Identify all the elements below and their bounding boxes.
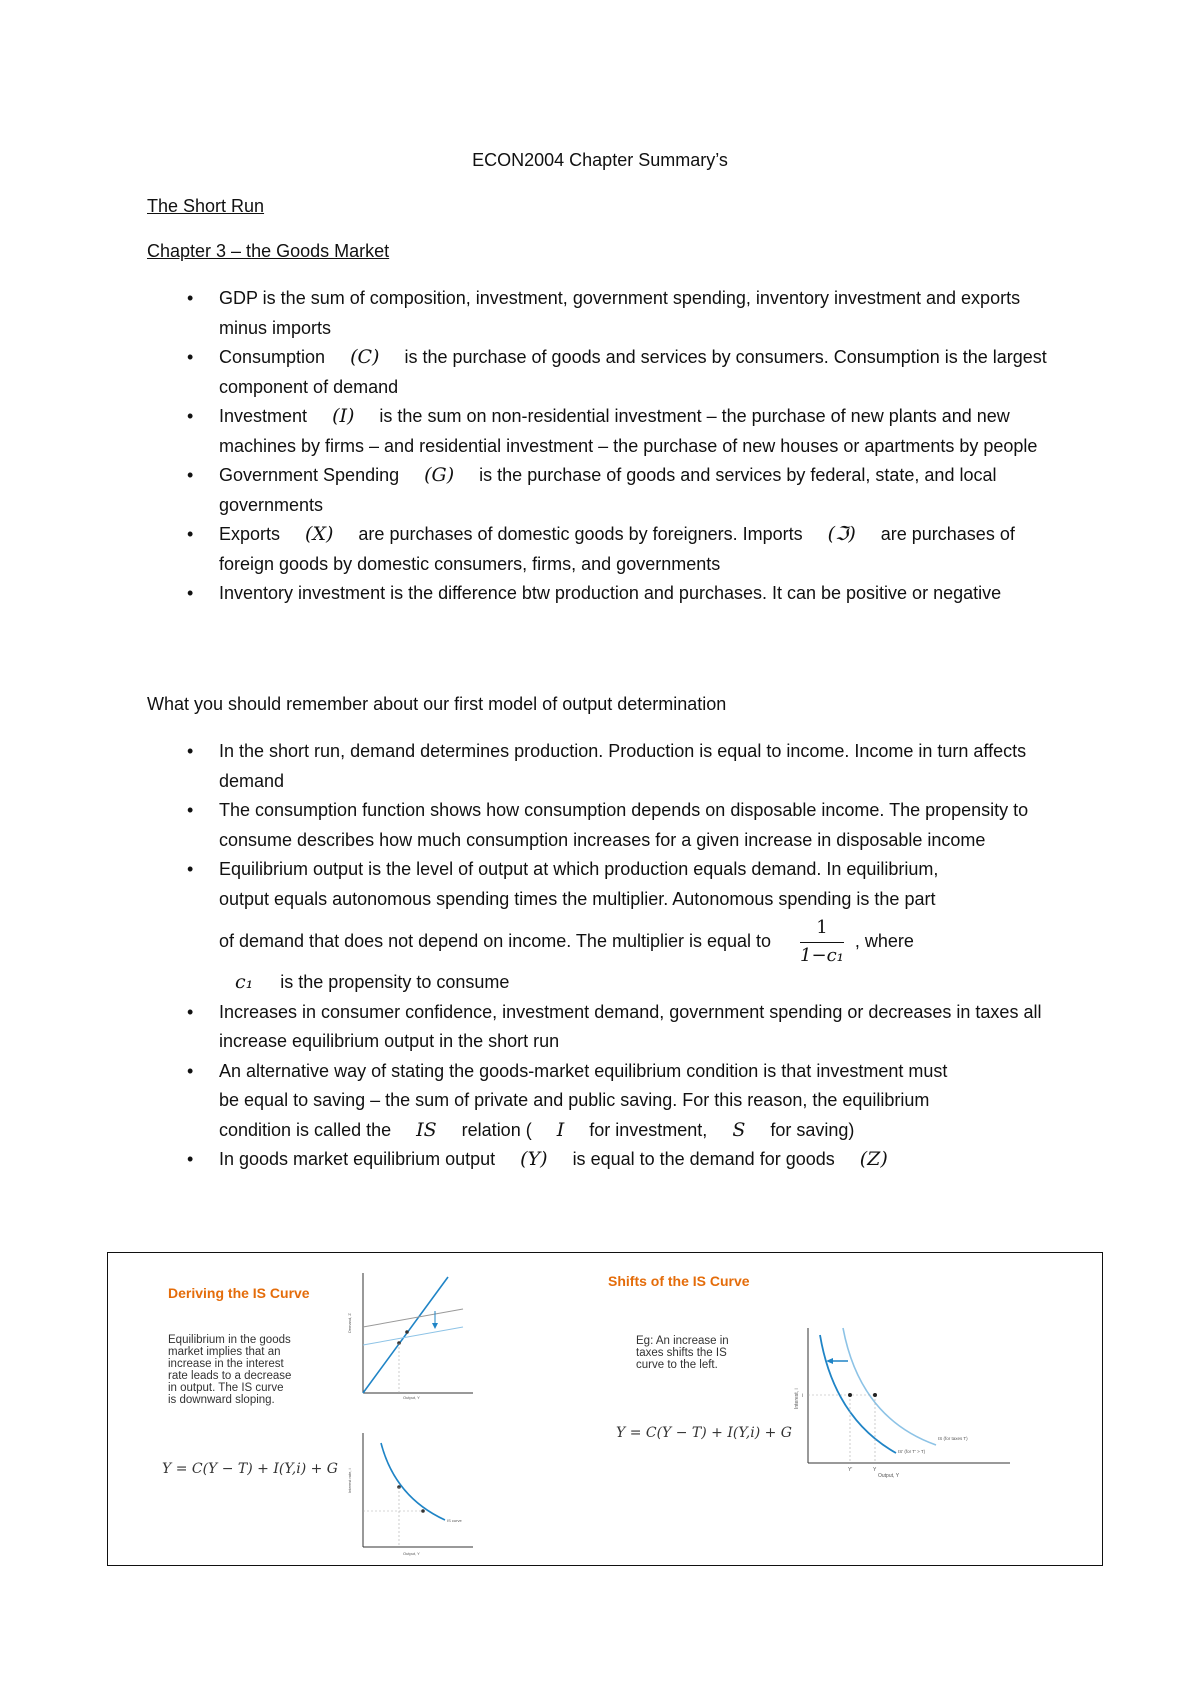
figure-text-line: market implies that an (168, 1346, 281, 1358)
is-curve-label: IS curve (447, 1518, 462, 1523)
list-item-text: Increases in consumer confidence, investment demand, government spending or decreases in taxes all increase equilibrium output in the short run (219, 1001, 1042, 1052)
figure-text-line: Equilibrium in the goods (168, 1334, 291, 1346)
list-item (147, 402, 1067, 461)
model-intro: What you should remember about our first model of output determination (147, 694, 727, 714)
list-item-text: relation ( (461, 1119, 532, 1140)
fraction-numerator: 1 (800, 918, 844, 943)
deriving-is-charts (343, 1265, 493, 1557)
list-item (147, 796, 1067, 855)
list-item-text: • Equilibrium output is the level of output at which production equals demand. In equilibrium, (219, 859, 939, 879)
is-shifted-label: IS' (for T' > T) (898, 1449, 926, 1454)
figure-left-title: Deriving the IS Curve (168, 1285, 310, 1301)
math-symbol: (X) (305, 523, 334, 545)
bottom-chart-x-label: Output, Y (403, 1551, 420, 1556)
list-item-text: for saving) (770, 1119, 855, 1140)
figure-text-line: rate leads to a decrease (168, 1370, 292, 1382)
is-original-label: IS (for taxes T) (938, 1436, 968, 1441)
list-item-text: In goods market equilibrium output (219, 1149, 496, 1170)
math-symbol: (Z) (859, 1148, 888, 1171)
math-symbol: (I) (332, 405, 355, 427)
list-item-text: output equals autonomous spending times the multiplier. Autonomous spending is the part (219, 888, 936, 909)
math-symbol: (C) (350, 346, 380, 368)
tick-label-y-prime: Y' (848, 1467, 853, 1473)
term: Government Spending (219, 465, 400, 485)
shift-arrow-head (432, 1323, 438, 1329)
shift-point-a (848, 1393, 852, 1397)
is-shift-chart (788, 1323, 1018, 1481)
list-item-text: is the propensity to consume (280, 972, 510, 993)
figure-text-line: is downward sloping. (168, 1394, 275, 1406)
term: Exports (219, 524, 281, 544)
list-item-text: of demand that does not depend on income. The multiplier is equal to (219, 930, 772, 951)
figure-left-text (168, 1334, 291, 1406)
list-item-text: , where (854, 930, 914, 951)
multiplier-fraction (800, 918, 844, 966)
definition: are purchases of domestic goods by foreigners. Imports (358, 524, 803, 544)
figure-box (107, 1252, 1103, 1566)
fraction-denominator: 1−c₁ (800, 944, 844, 966)
list-item (147, 1145, 1067, 1175)
figure-text-line: taxes shifts the IS (636, 1347, 727, 1359)
list-item-text: • An alternative way of stating the goods-market equilibrium condition is that investment must (219, 1060, 948, 1081)
math-symbol: S (732, 1118, 746, 1141)
list-item (147, 520, 1067, 579)
section-heading: The Short Run (147, 196, 265, 216)
figure-left-equation: Y = C(Y − T) + I(Y,i) + G (162, 1461, 338, 1477)
math-symbol: I (556, 1118, 565, 1141)
figure-text-line: Eg: An increase in (636, 1335, 729, 1347)
definition: is the sum on non-residential investment – the purchase of new plants and new machines by firms – and residential investment – the purchase of new houses or apartments by people (219, 406, 1038, 456)
definition: is the purchase of goods and services by federal, state, and local governments (219, 465, 997, 515)
math-symbol: (ℑ) (827, 523, 856, 545)
math-symbol: (G) (424, 464, 455, 486)
list-item (147, 1057, 1067, 1146)
list-item (147, 737, 1067, 796)
shift-chart-x-label: Output, Y (878, 1473, 900, 1479)
shift-point-b (873, 1393, 877, 1397)
figure-text-line: increase in the interest (168, 1358, 284, 1370)
demand-line-zz-shifted (363, 1327, 463, 1345)
is-curve-shifted (820, 1335, 896, 1453)
definition: are purchases of foreign goods by domestic consumers, firms, and governments (219, 524, 1015, 574)
equilibrium-point-b (405, 1330, 409, 1334)
shift-chart-y-label: Interest, i (794, 1388, 800, 1409)
list-item-text: be equal to saving – the sum of private and public saving. For this reason, the equilibrium (219, 1090, 930, 1111)
term: Consumption (219, 347, 326, 367)
page-title: ECON2004 Chapter Summary’s (472, 150, 728, 170)
tick-label-y: Y (873, 1467, 877, 1473)
bottom-chart-y-label: Interest rate, i (347, 1468, 352, 1493)
is-curve (381, 1443, 445, 1520)
is-curve-original (843, 1328, 936, 1445)
list-item-text: is equal to the demand for goods (572, 1149, 835, 1170)
tick-label-i: i (802, 1393, 804, 1399)
model-bullet-list (147, 737, 1067, 1175)
figure-right-text (636, 1335, 729, 1371)
list-item (147, 855, 1067, 998)
definition: is the purchase of goods and services by consumers. Consumption is the largest component of demand (219, 347, 1047, 397)
top-chart-y-label: Demand, Z (347, 1313, 352, 1333)
list-item (147, 579, 1067, 609)
list-item (147, 343, 1067, 402)
figure-text-line: curve to the left. (636, 1359, 718, 1371)
list-item-text: condition is called the (219, 1119, 392, 1140)
list-item-text: GDP is the sum of composition, investment, government spending, inventory investment and exports minus imports (219, 288, 1021, 338)
figure-text-line: in output. The IS curve (168, 1382, 284, 1394)
list-item (147, 461, 1067, 520)
list-item-text: The consumption function shows how consumption depends on disposable income. The propensity to consume describes how much consumption increases for a given increase in disposable income (219, 800, 1029, 850)
45-degree-line (363, 1277, 448, 1393)
math-symbol: c₁ (235, 971, 254, 994)
list-item (147, 284, 1067, 343)
figure-right-title: Shifts of the IS Curve (608, 1273, 750, 1289)
math-symbol: IS (416, 1118, 437, 1141)
figure-right-equation: Y = C(Y − T) + I(Y,i) + G (616, 1425, 792, 1441)
chapter-heading: Chapter 3 – the Goods Market (147, 241, 390, 261)
top-chart-x-label: Output, Y (403, 1395, 420, 1400)
list-item-text: for investment, (589, 1119, 708, 1140)
math-symbol: (Y) (520, 1148, 548, 1171)
list-item (147, 998, 1067, 1057)
term: Investment (219, 406, 308, 426)
list-item-text: Inventory investment is the difference btw production and purchases. It can be positive or negative (219, 583, 1002, 603)
list-item-text: In the short run, demand determines production. Production is equal to income. Income in turn affects demand (219, 741, 1027, 791)
goods-market-bullet-list (147, 284, 1067, 609)
